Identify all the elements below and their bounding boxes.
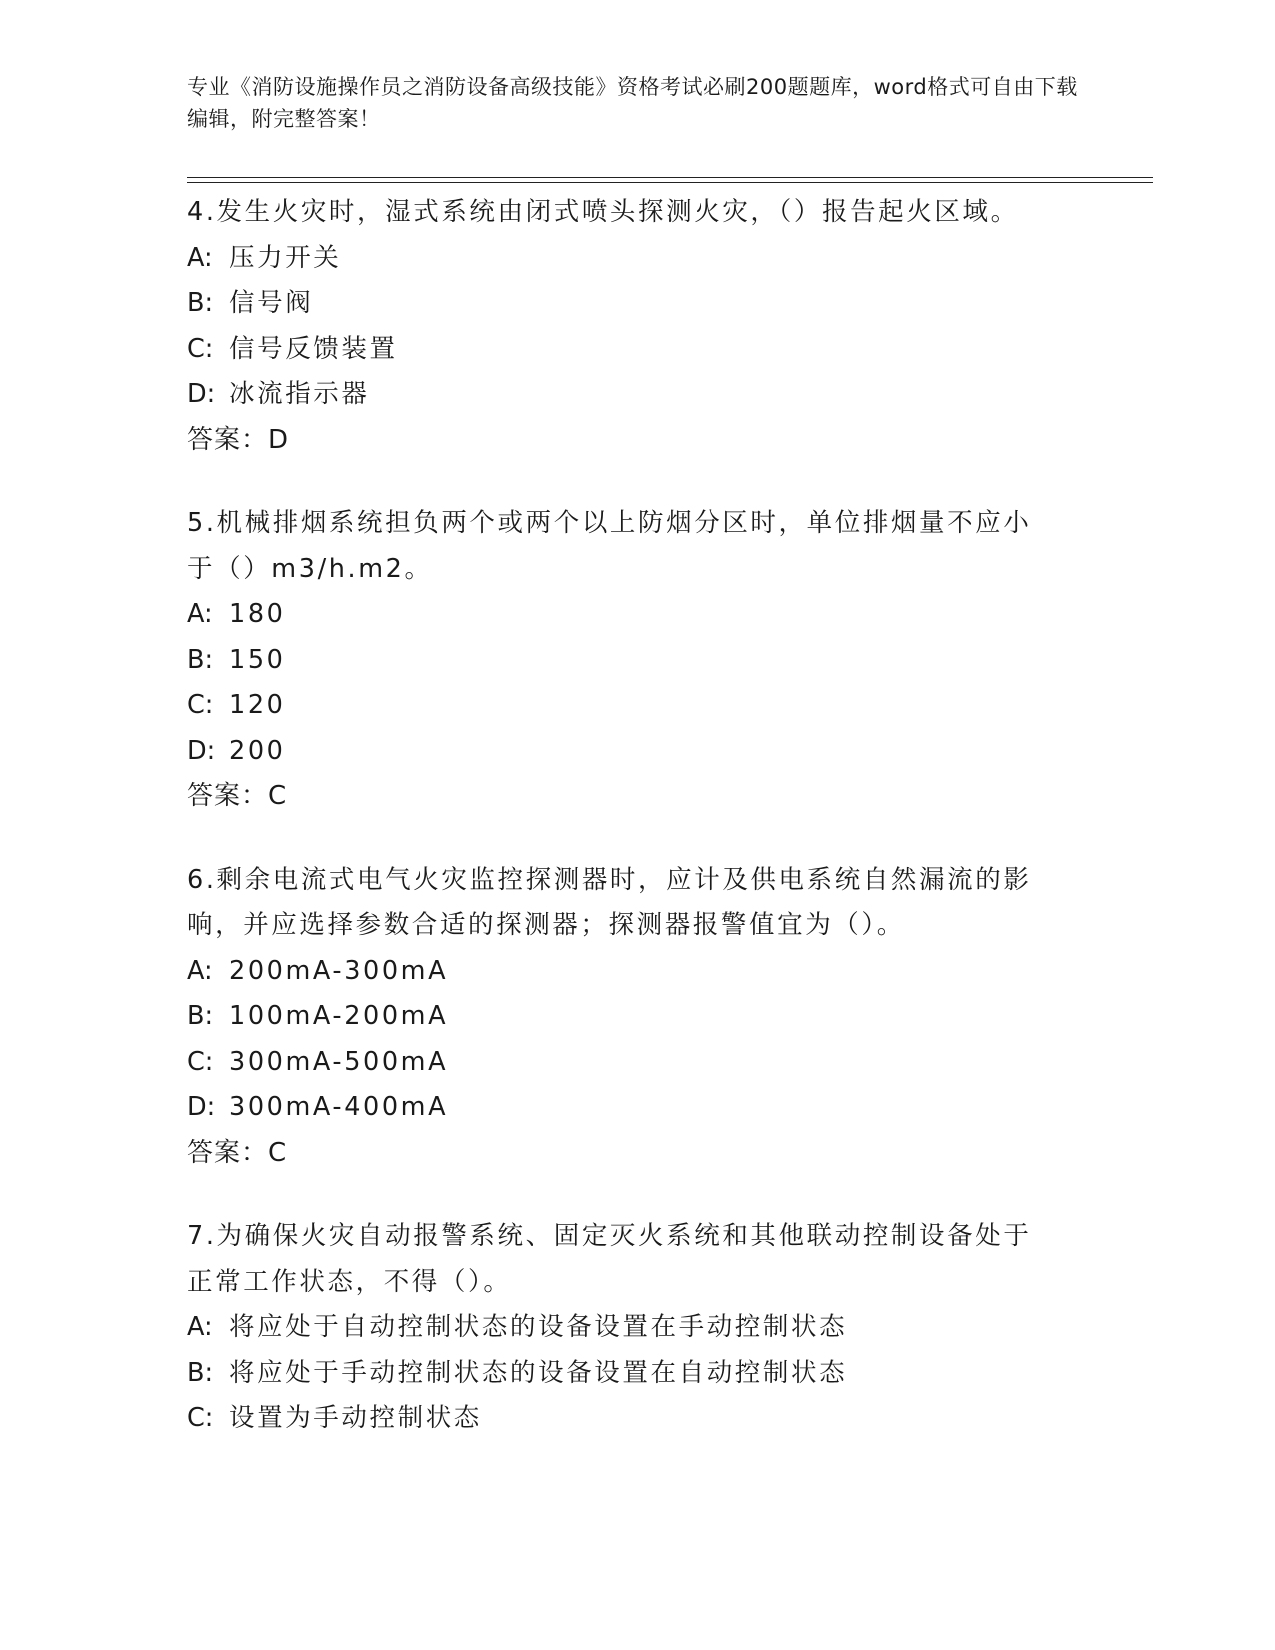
question-stem: 5.机械排烟系统担负两个或两个以上防烟分区时，单位排烟量不应小于（）m3/h.m2。 bbox=[187, 508, 1032, 584]
option-label: A: bbox=[187, 1312, 213, 1342]
option-text: 信号反馈装置 bbox=[229, 333, 398, 364]
option-c bbox=[187, 1396, 1067, 1442]
option-text: 将应处于手动控制状态的设备设置在自动控制状态 bbox=[229, 1357, 848, 1388]
option-text: 冰流指示器 bbox=[229, 379, 370, 409]
option-c bbox=[187, 683, 1067, 729]
question-stem: 7.为确保火灾自动报警系统、固定灭火系统和其他联动控制设备处于正常工作状态，不得（）。 bbox=[187, 1221, 1032, 1297]
option-label: A: bbox=[187, 599, 213, 629]
option-text: 200 bbox=[229, 735, 286, 766]
answer-line: 答案：C bbox=[187, 781, 288, 811]
option-c bbox=[187, 327, 1067, 373]
option-label: B: bbox=[187, 288, 214, 318]
option-text: 100mA-200mA bbox=[229, 1001, 449, 1031]
option-text: 将应处于自动控制状态的设备设置在手动控制状态 bbox=[229, 1312, 848, 1342]
option-text: 150 bbox=[229, 644, 286, 675]
option-label: D: bbox=[187, 379, 216, 409]
option-label: C: bbox=[187, 333, 214, 364]
option-b bbox=[187, 281, 1067, 327]
option-a bbox=[187, 949, 1067, 995]
question-stem: 6.剩余电流式电气火灾监控探测器时，应计及供电系统自然漏流的影响，并应选择参数合适的探测器；探测器报警值宜为（）。 bbox=[187, 864, 1032, 940]
option-d bbox=[187, 729, 1067, 775]
question-list bbox=[187, 190, 1067, 1480]
document-header: 专业《消防设施操作员之消防设备高级技能》资格考试必刷200题题库，word格式可自由下载编辑，附完整答案！ bbox=[187, 75, 1078, 131]
option-text: 300mA-500mA bbox=[229, 1046, 449, 1077]
option-b bbox=[187, 638, 1067, 684]
option-text: 信号阀 bbox=[229, 288, 314, 318]
option-label: C: bbox=[187, 1403, 214, 1433]
option-label: C: bbox=[187, 690, 214, 720]
option-text: 200mA-300mA bbox=[229, 955, 449, 986]
option-b bbox=[187, 994, 1067, 1040]
option-label: A: bbox=[187, 955, 213, 986]
option-label: B: bbox=[187, 1357, 214, 1388]
header-divider-thick bbox=[187, 177, 1153, 178]
question-4 bbox=[187, 190, 1067, 463]
option-text: 180 bbox=[229, 599, 286, 629]
option-label: B: bbox=[187, 1001, 214, 1031]
question-5 bbox=[187, 501, 1067, 820]
question-stem: 4.发生火灾时，湿式系统由闭式喷头探测火灾，（）报告起火区域。 bbox=[187, 197, 1019, 227]
option-text: 300mA-400mA bbox=[229, 1092, 449, 1122]
option-label: D: bbox=[187, 735, 216, 766]
question-7 bbox=[187, 1214, 1067, 1442]
answer-line: 答案：D bbox=[187, 424, 290, 455]
option-text: 压力开关 bbox=[229, 242, 342, 273]
option-label: B: bbox=[187, 644, 214, 675]
header-divider-thin bbox=[187, 182, 1153, 183]
option-b bbox=[187, 1351, 1067, 1397]
option-d bbox=[187, 1085, 1067, 1131]
question-6 bbox=[187, 858, 1067, 1177]
answer-line: 答案：C bbox=[187, 1137, 288, 1168]
option-c bbox=[187, 1040, 1067, 1086]
option-label: D: bbox=[187, 1092, 216, 1122]
option-text: 120 bbox=[229, 690, 286, 720]
option-a bbox=[187, 236, 1067, 282]
option-a bbox=[187, 592, 1067, 638]
option-label: C: bbox=[187, 1046, 214, 1077]
option-label: A: bbox=[187, 242, 213, 273]
option-d bbox=[187, 372, 1067, 418]
option-a bbox=[187, 1305, 1067, 1351]
option-text: 设置为手动控制状态 bbox=[229, 1403, 482, 1433]
